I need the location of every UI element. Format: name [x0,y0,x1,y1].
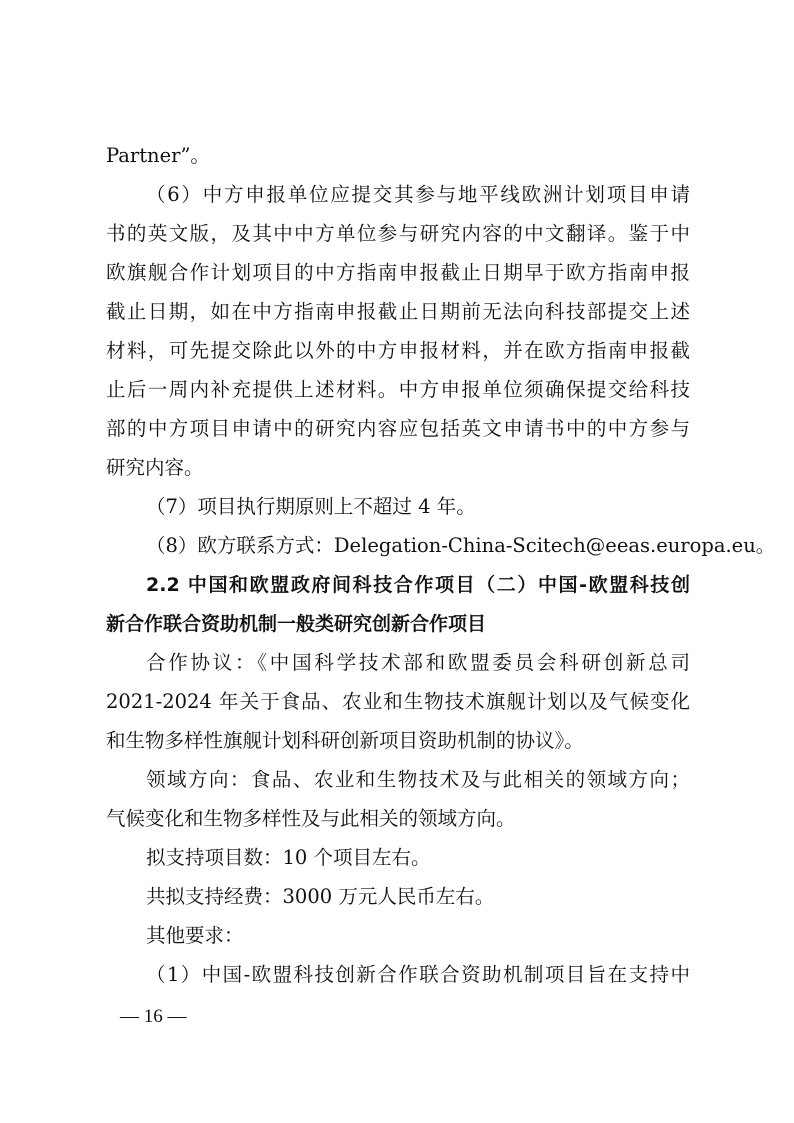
text-line: 部的中方项目申请中的研究内容应包括英文申请书中的中方参与 [106,417,690,440]
text-line: 2021-2024 年关于食品、农业和生物技术旗舰计划以及气候变化 [106,690,690,713]
text-line-agreement: 合作协议：《中国科学技术部和欧盟委员会科研创新总司 [146,651,690,674]
text-line: 止后一周内补充提供上述材料。中方申报单位须确保提交给科技 [106,378,690,401]
text-line: 书的英文版，及其中中方单位参与研究内容的中文翻译。鉴于中 [106,222,690,245]
text-line-project-count: 拟支持项目数：10 个项目左右。 [146,846,431,869]
text-line: 气候变化和生物多样性及与此相关的领域方向。 [106,807,516,830]
text-line-partner-end: Partner”。 [106,144,210,167]
text-line-item-6: （6）中方申报单位应提交其参与地平线欧洲计划项目申请 [146,183,690,206]
text-line-funding: 共拟支持经费：3000 万元人民币左右。 [146,885,495,908]
text-line: 材料，可先提交除此以外的中方申报材料，并在欧方指南申报截 [106,339,690,362]
text-line-item-8-contact: （8）欧方联系方式：Delegation-China-Scitech@eeas.europa.eu。 [146,534,776,557]
text-line: 和生物多样性旗舰计划科研创新项目资助机制的协议》。 [106,729,584,752]
section-heading-2-2-cont: 新合作联合资助机制一般类研究创新合作项目 [106,613,487,635]
text-line: 截止日期，如在中方指南申报截止日期前无法向科技部提交上述 [106,300,690,323]
text-line-item-1: （1）中国-欧盟科技创新合作联合资助机制项目旨在支持中 [146,963,690,986]
text-line-fields: 领域方向：食品、农业和生物技术及与此相关的领域方向； [146,768,690,791]
text-line: 欧旗舰合作计划项目的中方指南申报截止日期早于欧方指南申报 [106,261,690,284]
text-line-item-7: （7）项目执行期原则上不超过 4 年。 [146,495,476,518]
section-heading-2-2: 2.2 中国和欧盟政府间科技合作项目（二）中国-欧盟科技创 [146,574,690,596]
page-number: — 16 — [120,1006,187,1027]
text-line: 研究内容。 [106,456,204,479]
text-line-other-requirements: 其他要求： [146,924,244,947]
